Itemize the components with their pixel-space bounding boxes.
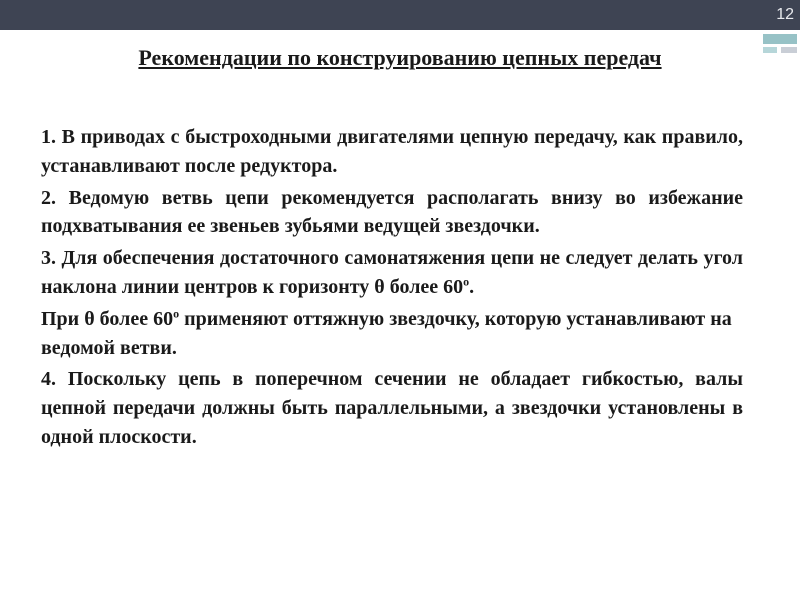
recommendation-2: 2. Ведомую ветвь цепи рекомендуется располагать внизу во избежание подхватывания ее звеньев зубьями ведущей звездочки. xyxy=(41,186,743,238)
recommendation-3-note-end: применяют оттяжную звездочку, которую устанавливают на ведомой ветви. xyxy=(41,307,732,359)
degree-mark: о xyxy=(463,274,470,289)
degree-mark: о xyxy=(173,306,180,321)
recommendation-3-text: 3. Для обеспечения достаточного самонатяжения цепи не следует делать угол наклона линии центров к горизонту θ более 60 xyxy=(41,247,743,298)
recommendation-4: 4. Поскольку цепь в поперечном сечении не обладает гибкостью, валы цепной передачи должны быть параллельными, а звездочки установлены в одной плоскости. xyxy=(41,368,743,448)
recommendation-3-note-text: При θ более 60 xyxy=(41,307,174,330)
recommendation-3-end: . xyxy=(469,275,475,298)
corner-teal-small-bar xyxy=(763,47,777,53)
slide-number: 12 xyxy=(776,6,794,23)
recommendation-1: 1. В приводах с быстроходными двигателями цепную передачу, как правило, устанавливают после редуктора. xyxy=(41,126,743,177)
slide-body xyxy=(41,123,743,455)
corner-teal-bar xyxy=(763,34,797,44)
corner-gray-bar xyxy=(781,47,797,53)
top-bar xyxy=(0,0,758,30)
slide-title: Рекомендации по конструированию цепных передач xyxy=(138,45,662,70)
recommendation-3-note xyxy=(41,305,743,363)
recommendation-3 xyxy=(41,244,743,302)
